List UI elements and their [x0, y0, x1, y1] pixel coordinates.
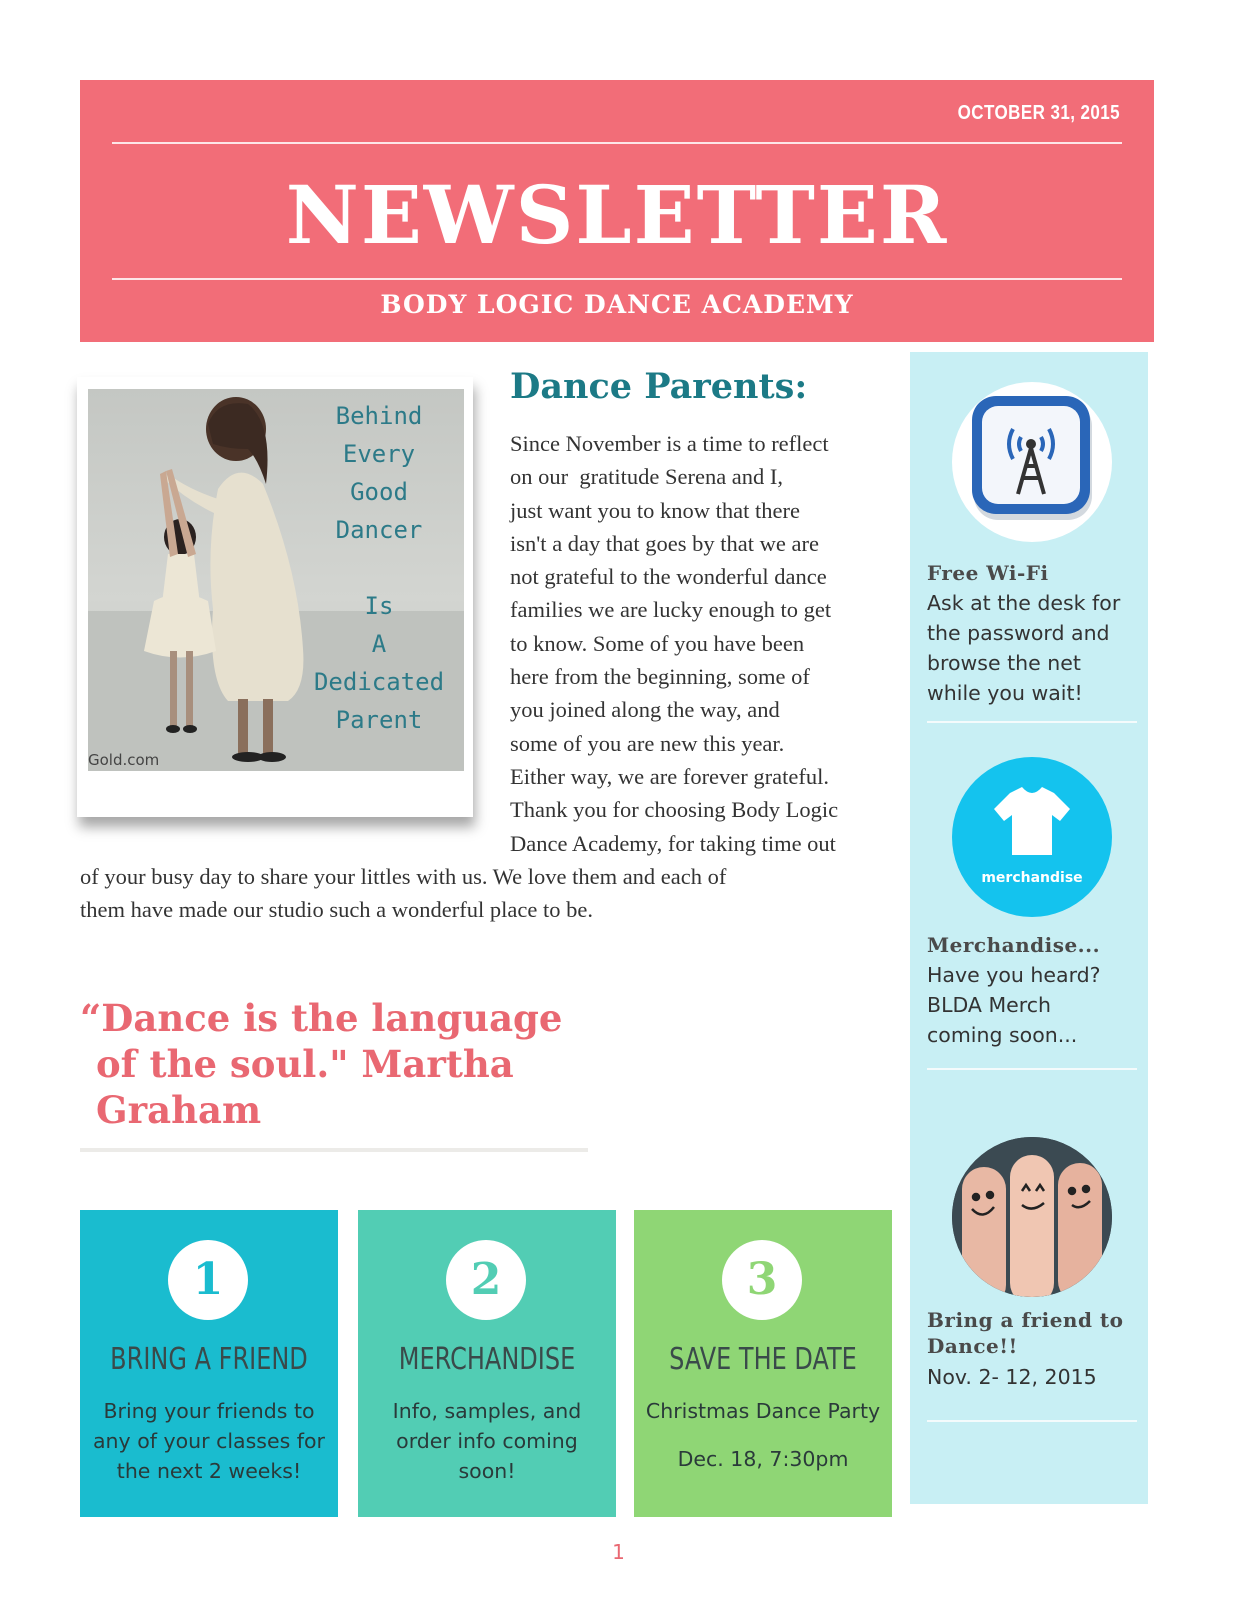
tshirt-icon: [952, 757, 1112, 917]
event-date: Dec. 18, 7:30pm: [677, 1447, 849, 1471]
card-body: [644, 1396, 882, 1474]
card-body: Info, samples, and order info coming soon!: [392, 1399, 582, 1483]
header-divider-top: [112, 142, 1122, 144]
wifi-icon: [952, 382, 1112, 542]
photo-caption: Behind Every Good Dancer Is A Dedicated Parent: [313, 402, 445, 734]
info-card-merchandise: [358, 1210, 616, 1517]
mother-daughter-dance-image: [88, 389, 464, 771]
card-number: 1: [168, 1240, 248, 1320]
wifi-body: Ask at the desk for the password and browse the net while you wait!: [927, 591, 1121, 705]
issue-date: OCTOBER 31, 2015: [957, 102, 1120, 124]
info-card-save-date: [634, 1210, 892, 1517]
sidebar-divider: [927, 1068, 1137, 1070]
article-body-wrap: Since November is a time to reflect on our gratitude Serena and I, just want you to know that there isn't a day that goes by that we are not grateful to the wonderful dance families we are lucky enough to get to know. Some of you have been here from the beginning, some of you joined along the way, and some of you are new this year. Either way, we are forever grateful. Thank you for choosing Body Logic Dance Academy, for taking time out: [510, 431, 839, 856]
sidebar-divider: [927, 721, 1137, 723]
card-body: Bring your friends to any of your classes for the next 2 weeks!: [93, 1399, 325, 1483]
card-title: BRING A FRIEND: [110, 1342, 308, 1377]
wifi-title: Free Wi-Fi: [927, 561, 1049, 585]
merchandise-icon-label: merchandise: [981, 870, 1083, 886]
header-banner: [80, 80, 1154, 342]
featured-photo: [77, 377, 473, 817]
card-title: SAVE THE DATE: [669, 1342, 857, 1377]
event-name: Christmas Dance Party: [645, 1399, 881, 1423]
card-number: 2: [446, 1240, 526, 1320]
academy-name: BODY LOGIC DANCE ACADEMY: [380, 290, 854, 319]
pull-quote: “Dance is the language of the soul." Martha Graham: [80, 996, 563, 1132]
merch-body: Have you heard? BLDA Merch coming soon...: [927, 963, 1101, 1047]
merch-title: Merchandise...: [927, 933, 1101, 957]
card-number: 3: [722, 1240, 802, 1320]
friend-body: Nov. 2- 12, 2015: [927, 1365, 1097, 1389]
newsletter-title: NEWSLETTER: [285, 168, 949, 262]
page-number: 1: [612, 1540, 625, 1564]
info-card-bring-friend: [80, 1210, 338, 1517]
header-divider-bottom: [112, 278, 1122, 280]
photo-credit: Gold.com: [88, 751, 160, 769]
quote-divider: [80, 1148, 588, 1152]
sidebar-divider: [927, 1420, 1137, 1422]
sidebar: [910, 352, 1148, 1504]
friend-title: Bring a friend to Dance!!: [927, 1308, 1124, 1358]
article-heading: Dance Parents:: [510, 366, 808, 407]
finger-faces-image: [952, 1137, 1112, 1297]
card-title: MERCHANDISE: [398, 1342, 576, 1377]
article-body-full: of your busy day to share your littles with us. We love them and each of them have made our studio such a wonderful place to be.: [80, 864, 727, 923]
